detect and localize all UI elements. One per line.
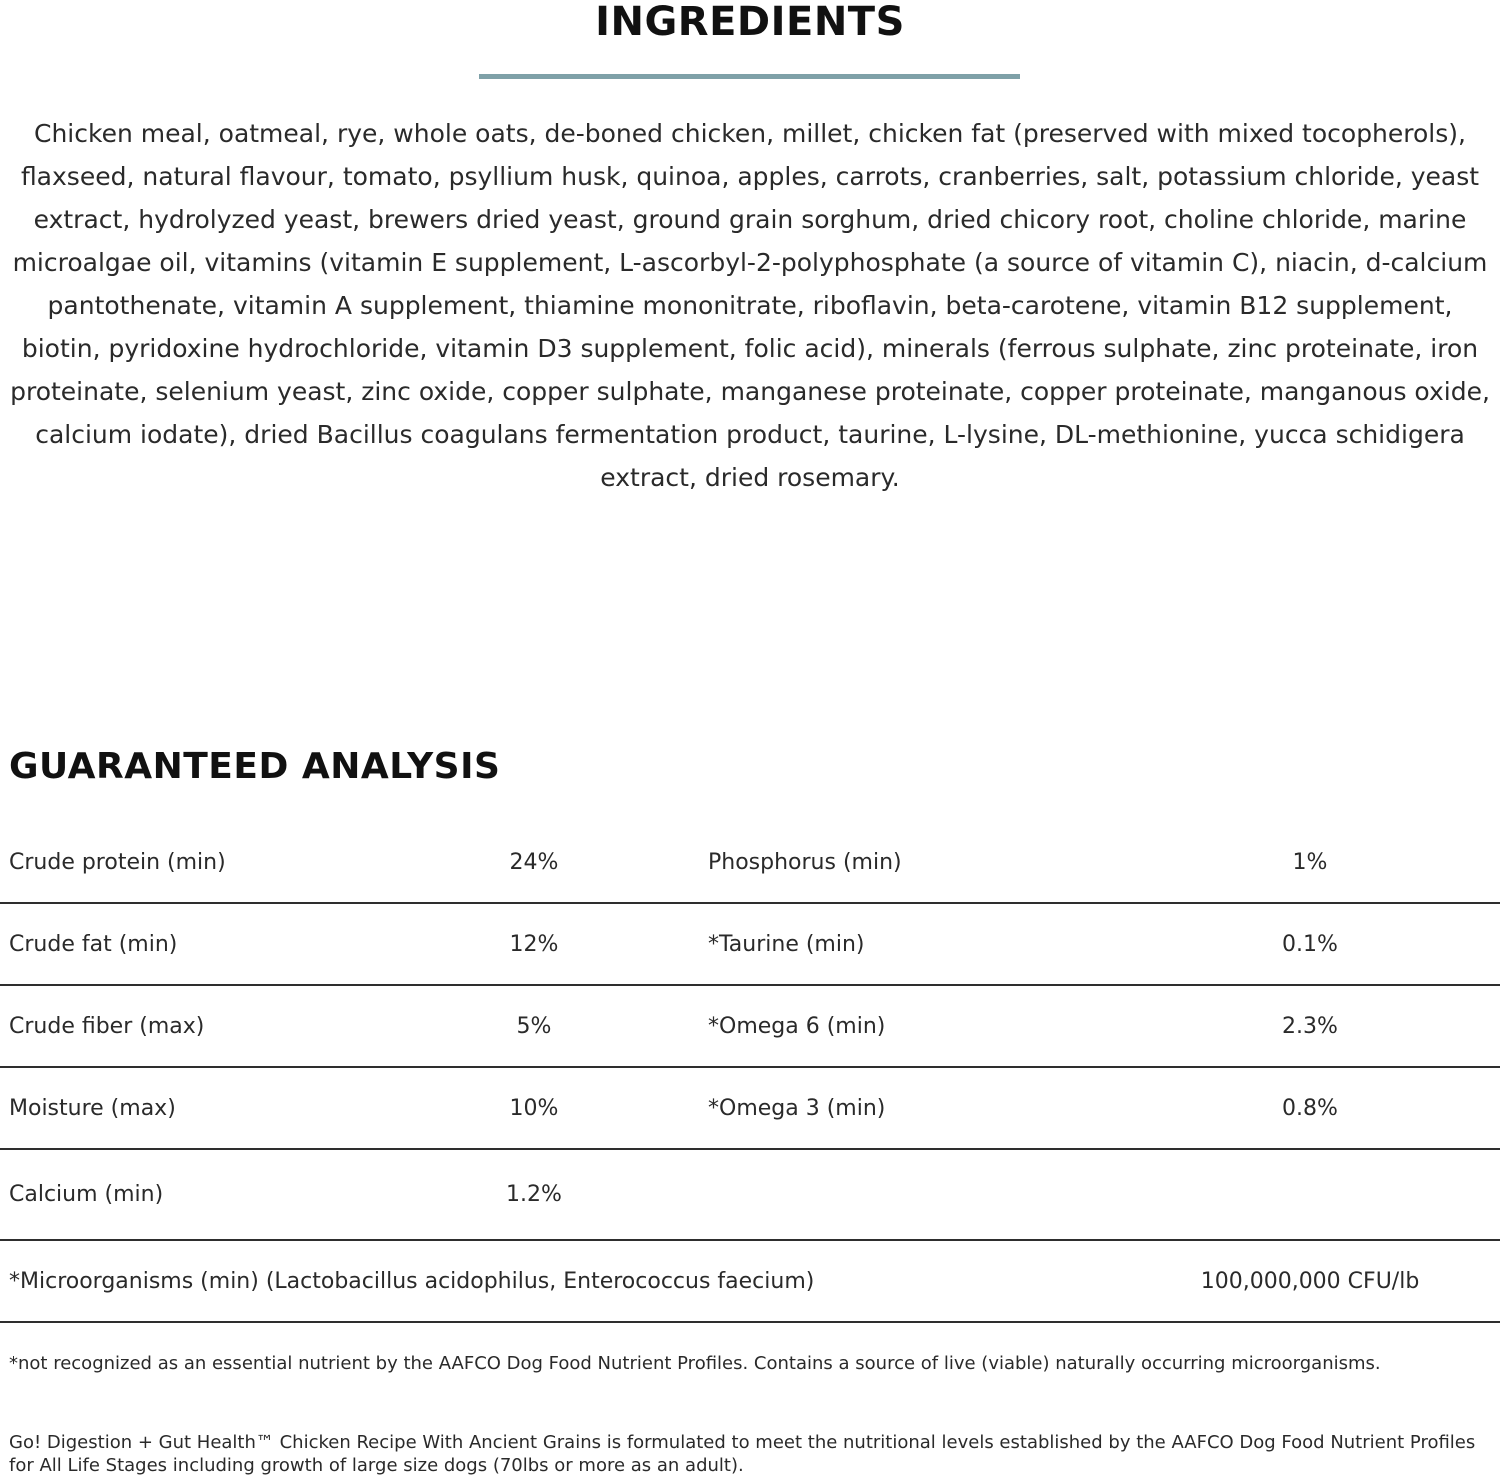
nutrient-value: 10% [509,1095,559,1121]
nutrient-label: *Omega 3 (min) [708,1095,886,1121]
nutrient-value: 5% [516,1013,552,1039]
nutrient-value: 2.3% [1282,1013,1338,1039]
nutrient-value: 0.8% [1282,1095,1338,1121]
nutrient-value [1160,1150,1460,1239]
nutrient-value: 1% [1292,849,1328,875]
nutrient-value: 1.2% [506,1182,562,1207]
analysis-title: GUARANTEED ANALYSIS [9,746,501,787]
nutrient-label: Crude protein (min) [9,849,226,875]
ingredients-divider [479,74,1020,79]
nutrient-value: 12% [509,931,559,957]
nutrient-value: 0.1% [1282,931,1338,957]
nutrient-label: Moisture (max) [9,1095,176,1121]
table-row [0,1150,1500,1241]
analysis-table [0,822,1500,1323]
nutrient-label: *Omega 6 (min) [708,1013,886,1039]
table-row [0,1068,1500,1150]
nutrient-label: Crude fiber (max) [9,1013,205,1039]
table-row [0,822,1500,904]
analysis-footnote: *not recognized as an essential nutrient by the AAFCO Dog Food Nutrient Profiles. Contains a source of live (viable) naturally occurring microorganisms. [9,1353,1381,1374]
nutrient-value: 24% [509,849,559,875]
nutrient-label: Calcium (min) [9,1182,164,1207]
table-row [0,986,1500,1068]
microorganisms-label: *Microorganisms (min) (Lactobacillus acidophilus, Enterococcus faecium) [9,1268,815,1294]
ingredients-text: Chicken meal, oatmeal, rye, whole oats, de-boned chicken, millet, chicken fat (preserved with mixed tocopherols), flaxseed, natural flavour, tomato, psyllium husk, quinoa, apples, carrots, cranberries, salt, potassium chloride, yeast extract, hydrolyzed yeast, brewers dried yeast, ground grain sorghum, dried chicory root, choline chloride, marine microalgae oil, vitamins (vitamin E supplement, L-ascorbyl-2-polyphosphate (a source of vitamin C), niacin, d-calcium pantothenate, vitamin A supplement, thiamine mononitrate, riboflavin, beta-carotene, vitamin B12 supplement, biotin, pyridoxine hydrochloride, vitamin D3 supplement, folic acid), minerals (ferrous sulphate, zinc proteinate, iron proteinate, selenium yeast, zinc oxide, copper sulphate, manganese proteinate, copper proteinate, manganous oxide, calcium iodate), dried Bacillus coagulans fermentation product, taurine, L-lysine, DL-methionine, yucca schidigera extract, dried rosemary. [10,119,1490,492]
table-row-microorganisms [0,1241,1500,1323]
aafco-statement: Go! Digestion + Gut Health™ Chicken Recipe With Ancient Grains is formulated to meet the nutritional levels established by the AAFCO Dog Food Nutrient Profiles for All Life Stages including growth of large size dogs (70lbs or more as an adult). [9,1432,1476,1476]
nutrient-label: Crude fat (min) [9,931,178,957]
table-row [0,904,1500,986]
ingredients-title: INGREDIENTS [595,0,905,45]
microorganisms-value: 100,000,000 CFU/lb [1200,1268,1420,1294]
nutrient-label: *Taurine (min) [708,931,865,957]
nutrient-label: Phosphorus (min) [708,849,902,875]
